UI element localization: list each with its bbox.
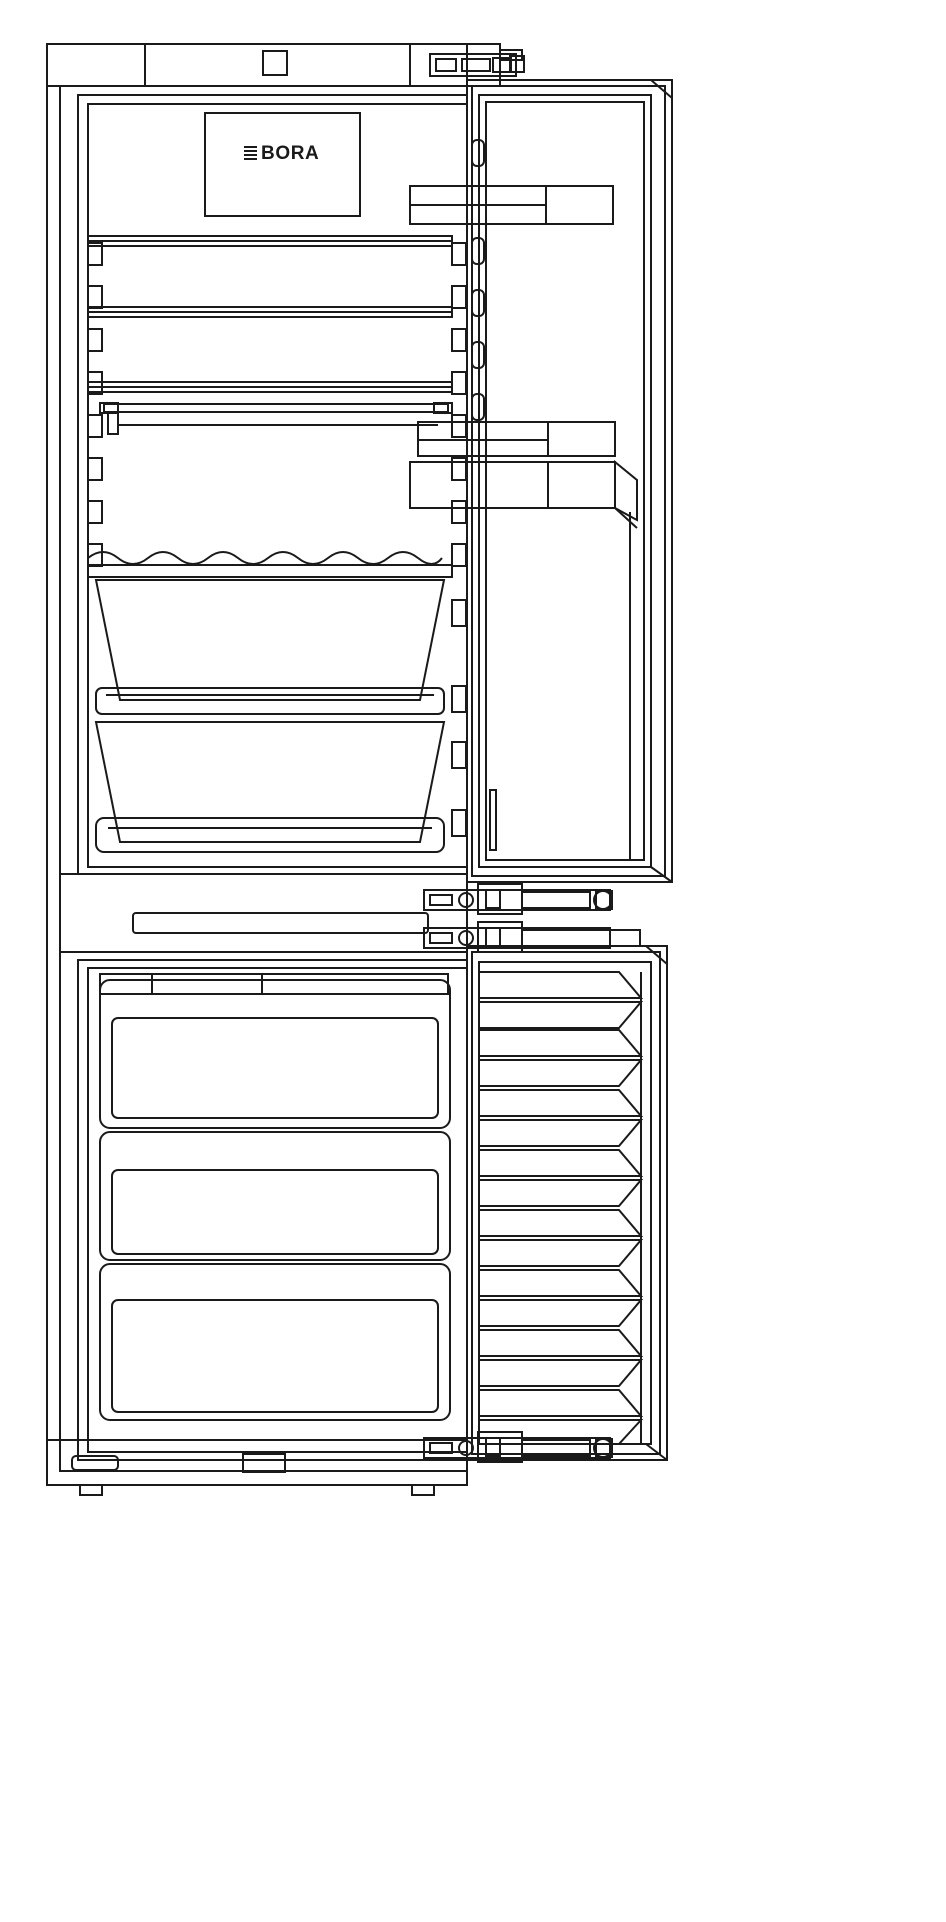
cabinet-outline <box>47 44 467 1485</box>
top-control-panel <box>47 44 500 86</box>
fridge-shelf-1 <box>88 236 452 246</box>
fridge-door-tray-middle <box>418 422 615 456</box>
fridge-shelf-4 <box>100 403 452 434</box>
top-switch-assembly <box>430 50 524 76</box>
fridge-door-tray-upper <box>410 186 613 224</box>
middle-hinge-lower <box>424 922 640 952</box>
bora-logo-text: BORA <box>261 143 320 164</box>
fridge-shelf-2 <box>88 307 452 317</box>
fridge-inner-liner <box>78 95 467 874</box>
crisper-drawer-upper <box>96 580 444 714</box>
middle-hinge-upper <box>424 884 612 914</box>
freezer-drawer-1 <box>100 980 450 1128</box>
fridge-door-tray-lower <box>410 462 637 528</box>
bottle-shelf-wave <box>88 552 452 577</box>
cabinet-feet <box>80 1485 434 1495</box>
freezer-door-shelves <box>479 972 641 1444</box>
cabinet-plinth <box>47 1440 467 1485</box>
freezer-top-lip <box>100 974 448 994</box>
right-shelf-rail <box>452 243 466 566</box>
crisper-rails <box>452 600 466 836</box>
freezer-drawer-2 <box>100 1132 450 1260</box>
fridge-door <box>467 80 672 882</box>
bora-logo-bars <box>244 146 257 160</box>
fridge-door-inner-detail <box>486 512 630 860</box>
bottom-hinge <box>424 1432 612 1462</box>
compartment-divider <box>60 874 467 952</box>
freezer-drawer-3 <box>100 1264 450 1420</box>
freezer-inner-liner <box>60 952 467 1471</box>
freezer-door <box>467 946 667 1460</box>
fridge-shelf-3 <box>88 382 452 392</box>
crisper-drawer-lower <box>96 722 444 852</box>
